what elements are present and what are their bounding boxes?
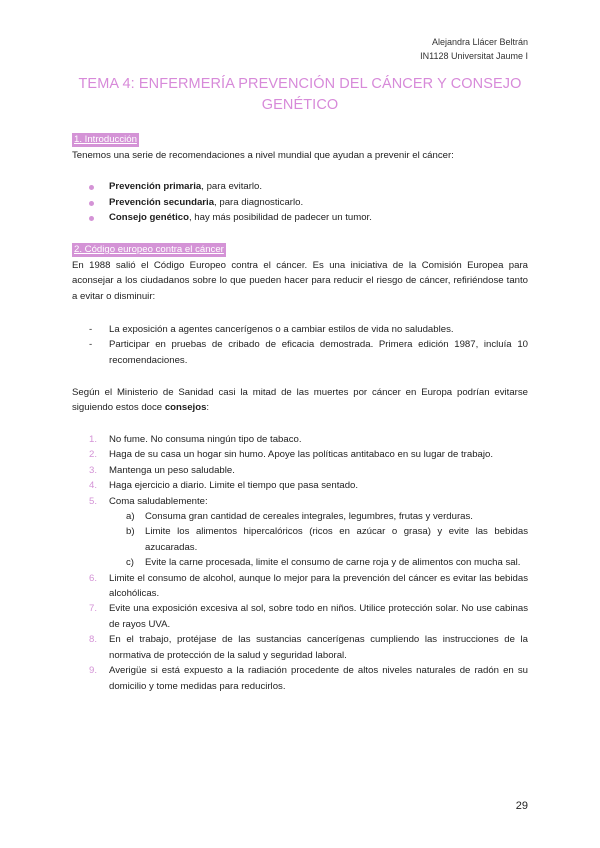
list-item: 2. Haga de su casa un hogar sin humo. Apoye las políticas antitabaco en su lugar de trabajo.	[89, 449, 493, 461]
list-item: 4. Haga ejercicio a diario. Limite el tiempo que pasa sentado.	[89, 480, 359, 492]
dash-list	[72, 322, 528, 368]
list-item: 8. En el trabajo, protéjase de las sustancias cancerígenas cumpliendo las instrucciones de la normativa de protección de la salud y seguridad laboral.	[89, 634, 528, 661]
list-item: 3. Mantenga un peso saludable.	[89, 464, 235, 476]
course-name: IN1128 Universitat Jaume I	[420, 51, 528, 61]
sublist-item: a) Consuma gran cantidad de cereales integrales, legumbres, frutas y verduras.	[126, 511, 473, 523]
page-header	[420, 35, 528, 63]
list-item: Consejo genético, hay más posibilidad de padecer un tumor.	[72, 210, 528, 226]
section-2-heading	[72, 243, 226, 257]
sublist-item: c) Evite la carne procesada, limite el consumo de carne roja y de alimentos con mucha sal.	[126, 557, 521, 569]
section-1-intro: Tenemos una serie de recomendaciones a nivel mundial que ayudan a prevenir el cáncer:	[72, 150, 454, 161]
bullet-icon	[89, 201, 94, 206]
list-item: 7. Evite una exposición excesiva al sol, sobre todo en niños. Utilice protección solar. No use cabinas de rayos UVA.	[89, 603, 528, 630]
list-item: 1. No fume. No consuma ningún tipo de tabaco.	[89, 434, 302, 445]
author-name: Alejandra Llácer Beltrán	[431, 37, 528, 47]
sublist-item: b) Limite los alimentos hipercalóricos (ricos en azúcar o grasa) y evite las bebidas azucaradas.	[126, 526, 528, 553]
list-item: 6. Limite el consumo de alcohol, aunque lo mejor para la prevención del cáncer es evitar las bebidas alcohólicas.	[89, 572, 528, 600]
prevention-list	[72, 179, 528, 226]
ministry-paragraph: Según el Ministerio de Sanidad casi la mitad de las muertes por cáncer en Europa podrían evitarse siguiendo estos doce consejos:	[72, 387, 528, 414]
advice-list	[72, 432, 528, 694]
list-item: - La exposición a agentes cancerígenos o a cambiar estilos de vida no saludables.	[89, 324, 454, 335]
list-item: 9. Averigüe si está expuesto a la radiación procedente de altos niveles naturales de radón en su domicilio y tome medidas para reducirlos.	[89, 665, 528, 692]
list-item: 5. Coma saludablemente: a) Consuma gran cantidad de cereales integrales, legumbres, frutas y verduras. b) Limite los alimentos hipercalóricos (ricos en azúcar o grasa) y evite las bebidas azucaradas. c) Evite la carne procesada, limite el consumo de carne roja y de alimentos con mucha sal.	[72, 494, 528, 571]
list-item: Prevención primaria, para evitarlo.	[72, 179, 528, 195]
diet-sublist	[109, 509, 528, 571]
section-heading-label: 2. Código europeo contra el cáncer	[74, 244, 224, 255]
bullet-icon	[89, 185, 94, 190]
bullet-icon	[89, 216, 94, 221]
page-number: 29	[515, 800, 528, 812]
section-1-heading	[72, 133, 139, 147]
list-item: Prevención secundaria, para diagnosticarlo.	[72, 195, 528, 211]
section-heading-label: 1. Introducción	[74, 134, 137, 145]
page-title: TEMA 4: ENFERMERÍA PREVENCIÓN DEL CÁNCER Y CONSEJO GENÉTICO	[78, 76, 522, 113]
list-item: - Participar en pruebas de cribado de eficacia demostrada. Primera edición 1987, incluía 10 recomendaciones.	[89, 339, 528, 366]
section-2-intro: En 1988 salió el Código Europeo contra el cáncer. Es una iniciativa de la Comisión Europea para aconsejar a los ciudadanos sobre lo que pueden hacer para reducir el riesgo de cáncer, refiriéndose tanto a evitar o disminuir:	[72, 260, 528, 302]
